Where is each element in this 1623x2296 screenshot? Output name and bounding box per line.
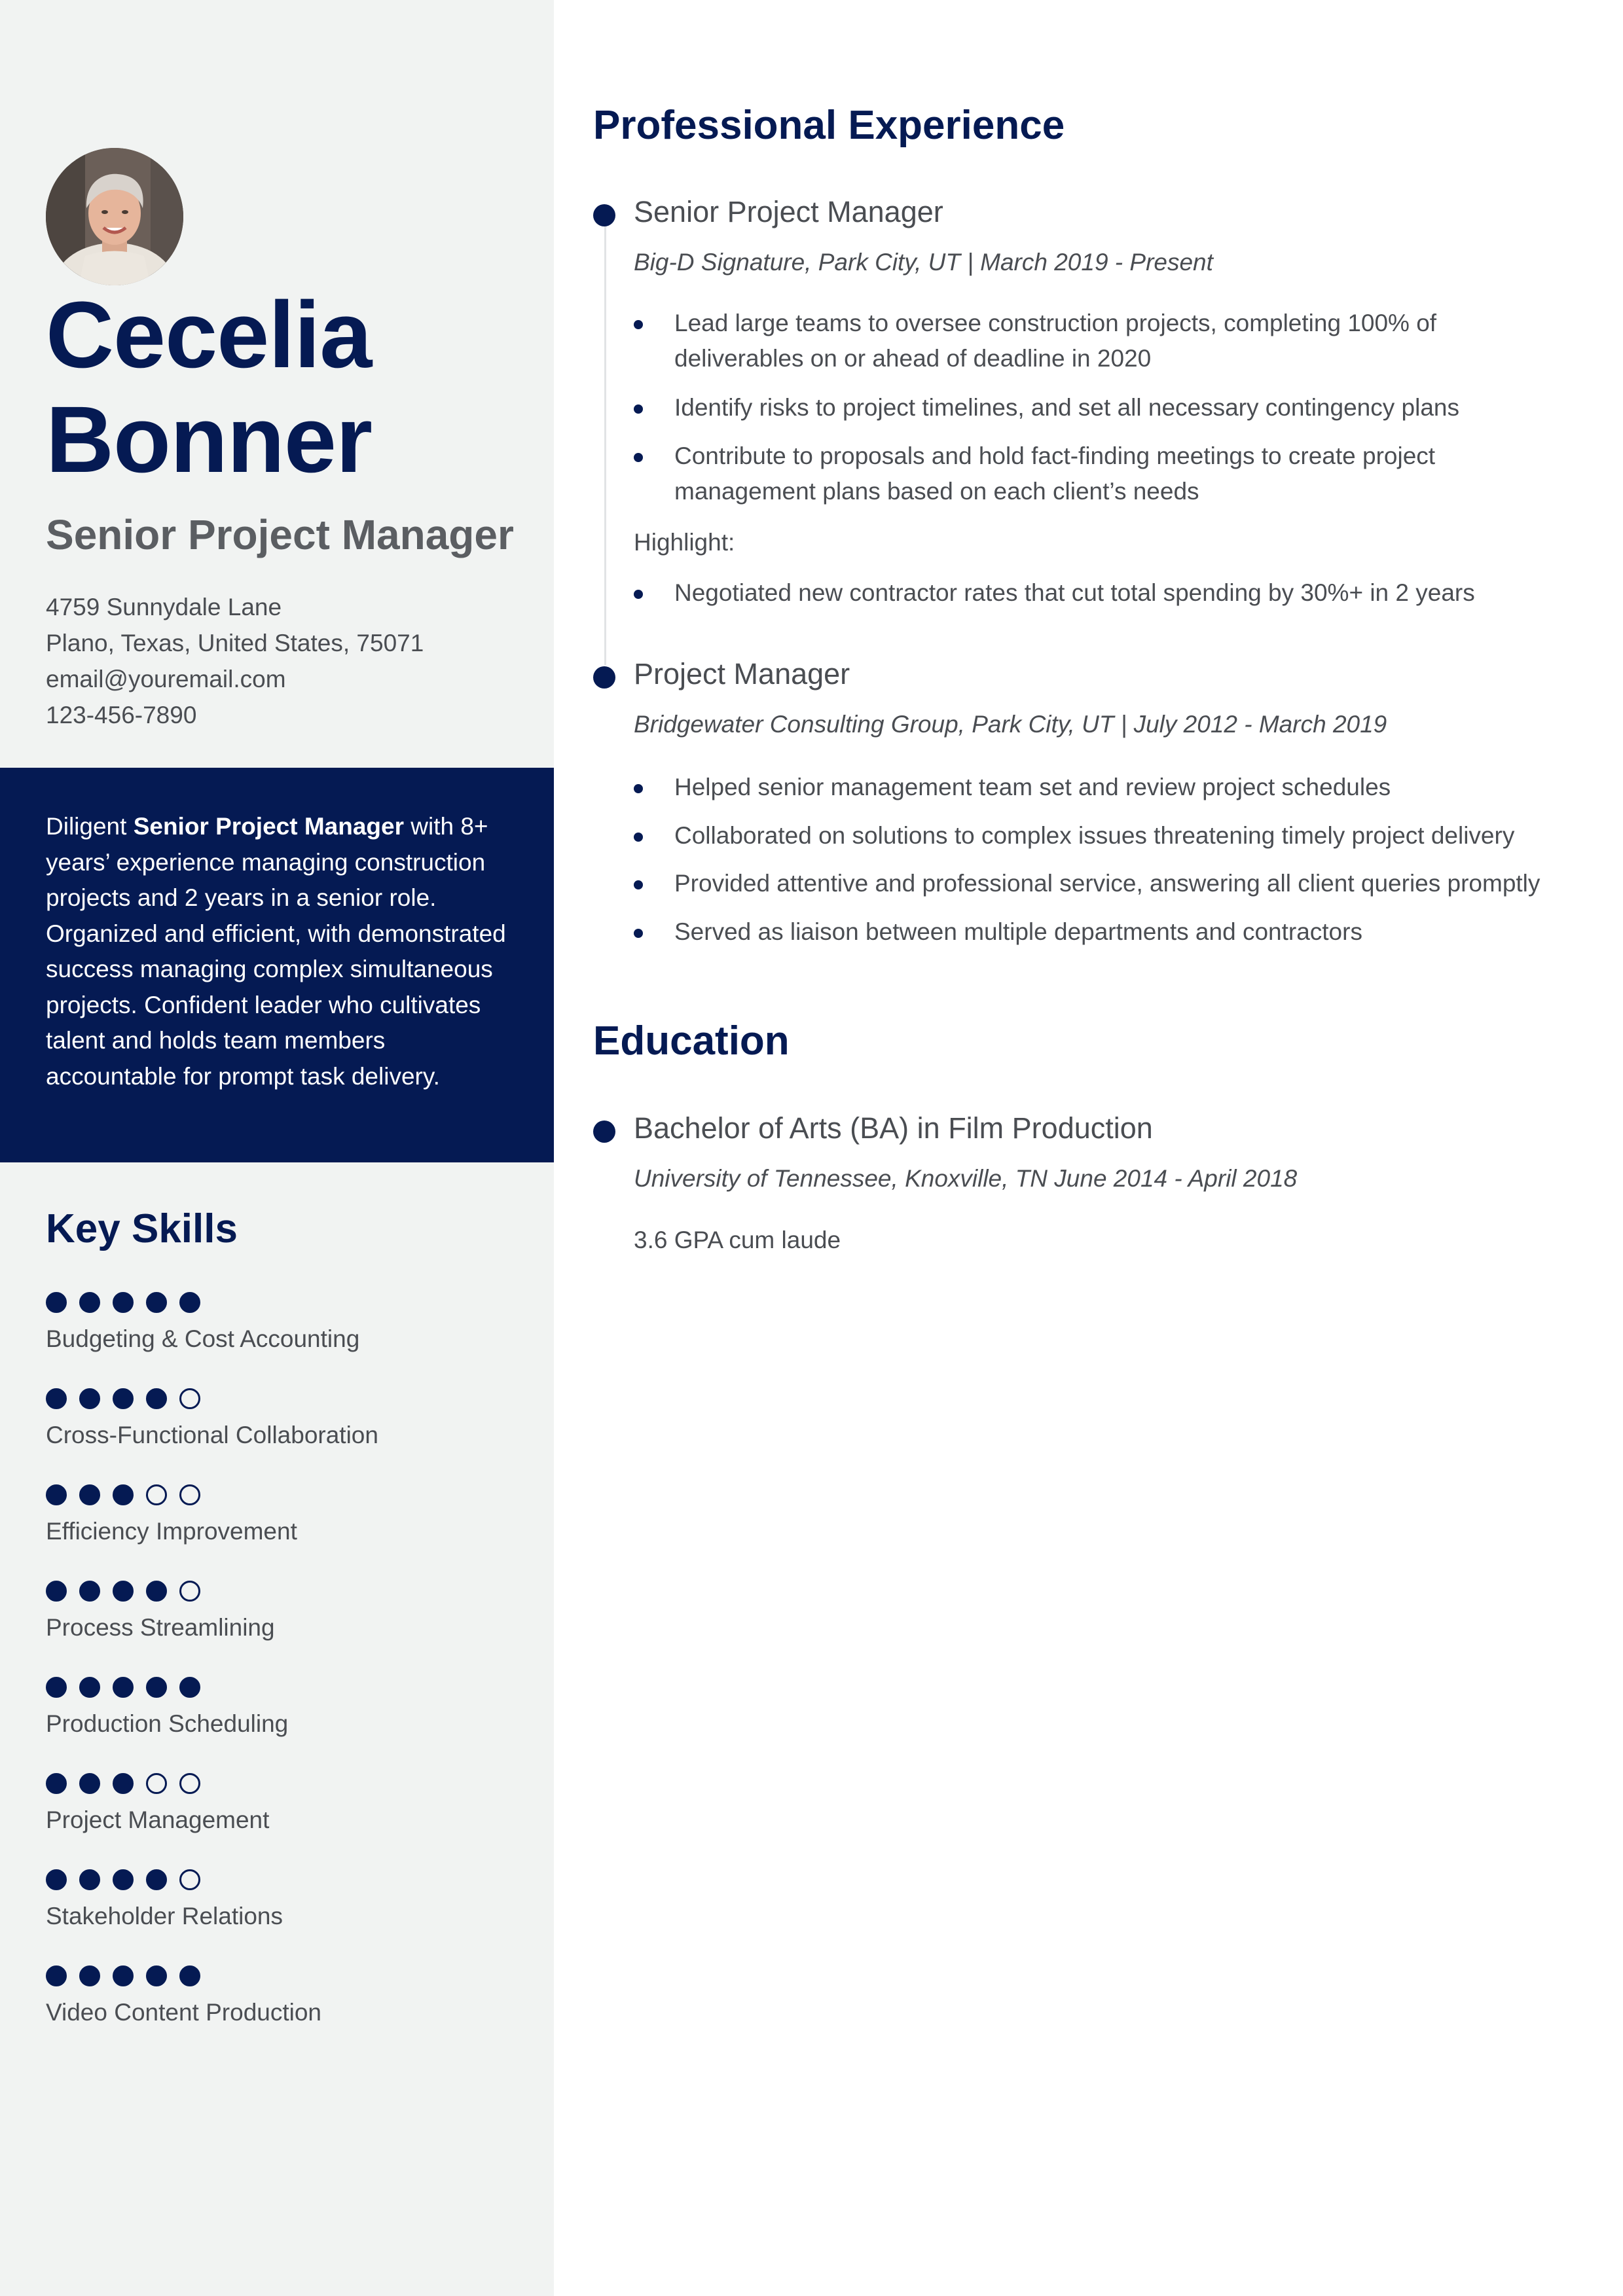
rating-dot-filled xyxy=(79,1581,100,1602)
rating-dot-filled xyxy=(113,1581,134,1602)
summary-text-start: Diligent xyxy=(46,813,134,840)
phone-number: 123-456-7890 xyxy=(46,702,197,728)
rating-dot-filled xyxy=(146,1677,167,1698)
job-title: Senior Project Manager xyxy=(634,195,943,228)
skill-item xyxy=(46,1291,359,1353)
profile-photo-illustration xyxy=(46,148,183,285)
rating-dot-filled xyxy=(146,1581,167,1602)
rating-dot-filled xyxy=(46,1965,67,1986)
rating-dot-filled xyxy=(79,1869,100,1890)
rating-dot-empty xyxy=(146,1484,167,1505)
contact-block xyxy=(46,589,424,733)
rating-dot-filled xyxy=(146,1869,167,1890)
rating-dot-empty xyxy=(146,1773,167,1794)
rating-dot-filled xyxy=(46,1581,67,1602)
rating-dot-filled xyxy=(46,1677,67,1698)
address-line-1: 4759 Sunnydale Lane xyxy=(46,594,282,620)
skill-label: Production Scheduling xyxy=(46,1710,289,1737)
rating-dot-empty xyxy=(179,1869,200,1890)
job-bullet: Served as liaison between multiple departments and contractors xyxy=(674,914,1545,950)
job-bullet: Collaborated on solutions to complex issues threatening timely project delivery xyxy=(674,818,1545,853)
rating-dot-filled xyxy=(79,1965,100,1986)
first-name: Cecelia xyxy=(46,282,372,387)
rating-dot-filled xyxy=(179,1292,200,1313)
professional-summary xyxy=(0,768,554,1162)
rating-dot-filled xyxy=(46,1292,67,1313)
skill-label: Video Content Production xyxy=(46,1999,322,2026)
rating-dot-filled xyxy=(46,1773,67,1794)
degree-title: Bachelor of Arts (BA) in Film Production xyxy=(634,1111,1153,1145)
job-bullet: Provided attentive and professional service, answering all client queries promptly xyxy=(674,866,1545,901)
rating-dot-empty xyxy=(179,1773,200,1794)
rating-dot-filled xyxy=(46,1869,67,1890)
rating-dot-empty xyxy=(179,1484,200,1505)
timeline-marker xyxy=(593,204,615,226)
skill-rating xyxy=(46,1965,321,1987)
timeline-marker xyxy=(593,1121,615,1143)
skill-item xyxy=(46,1580,275,1641)
rating-dot-filled xyxy=(146,1965,167,1986)
job-company-dates: Big-D Signature, Park City, UT | March 2019 - Present xyxy=(634,249,1213,276)
rating-dot-filled xyxy=(79,1292,100,1313)
rating-dot-filled xyxy=(113,1292,134,1313)
skill-rating xyxy=(46,1484,297,1506)
rating-dot-filled xyxy=(113,1677,134,1698)
job-company-dates: Bridgewater Consulting Group, Park City, UT | July 2012 - March 2019 xyxy=(634,711,1387,738)
skill-rating xyxy=(46,1580,275,1602)
skill-item xyxy=(46,1484,297,1545)
rating-dot-filled xyxy=(113,1484,134,1505)
skill-rating xyxy=(46,1291,359,1314)
rating-dot-filled xyxy=(113,1773,134,1794)
school-dates: University of Tennessee, Knoxville, TN June 2014 - April 2018 xyxy=(634,1165,1298,1192)
job-bullet: Contribute to proposals and hold fact-finding meetings to create project management plans based on each client’s needs xyxy=(674,439,1545,509)
summary-text-end: with 8+ years’ experience managing construction projects and 2 years in a senior role. Organized and efficient, with demonstrated success managing complex simultaneous projects. Confident leader who cultivates talent and holds team members accountable for prompt task delivery. xyxy=(46,813,506,1090)
rating-dot-filled xyxy=(113,1869,134,1890)
profile-photo xyxy=(46,148,183,285)
skill-label: Efficiency Improvement xyxy=(46,1518,297,1545)
skills-heading: Key Skills xyxy=(46,1206,238,1251)
sidebar xyxy=(0,0,554,2296)
skill-rating xyxy=(46,1388,378,1410)
candidate-headline: Senior Project Manager xyxy=(46,511,514,558)
skill-item xyxy=(46,1869,283,1930)
skill-label: Process Streamlining xyxy=(46,1614,275,1641)
rating-dot-filled xyxy=(146,1388,167,1409)
rating-dot-filled xyxy=(46,1484,67,1505)
skill-item xyxy=(46,1388,378,1449)
rating-dot-filled xyxy=(79,1484,100,1505)
timeline-marker xyxy=(593,666,615,689)
rating-dot-filled xyxy=(113,1965,134,1986)
rating-dot-filled xyxy=(146,1292,167,1313)
rating-dot-empty xyxy=(179,1581,200,1602)
rating-dot-filled xyxy=(79,1388,100,1409)
highlight-label: Highlight: xyxy=(634,529,735,556)
skill-item xyxy=(46,1772,269,1834)
skill-item xyxy=(46,1965,321,2026)
skill-rating xyxy=(46,1676,288,1698)
last-name: Bonner xyxy=(46,387,372,492)
rating-dot-filled xyxy=(179,1677,200,1698)
job-bullet: Helped senior management team set and review project schedules xyxy=(674,770,1545,805)
rating-dot-filled xyxy=(79,1677,100,1698)
skill-label: Project Management xyxy=(46,1806,270,1833)
skill-rating xyxy=(46,1772,269,1795)
candidate-name xyxy=(46,283,372,492)
job-bullet: Identify risks to project timelines, and set all necessary contingency plans xyxy=(674,390,1545,425)
job-title: Project Manager xyxy=(634,657,850,691)
rating-dot-filled xyxy=(113,1388,134,1409)
rating-dot-empty xyxy=(179,1388,200,1409)
rating-dot-filled xyxy=(79,1773,100,1794)
education-heading: Education xyxy=(593,1018,790,1064)
address-line-2: Plano, Texas, United States, 75071 xyxy=(46,630,424,656)
job-bullet: Lead large teams to oversee construction projects, completing 100% of deliverables on or ahead of deadline in 2020 xyxy=(674,306,1545,376)
skill-rating xyxy=(46,1869,283,1891)
skill-item xyxy=(46,1676,288,1738)
skill-label: Budgeting & Cost Accounting xyxy=(46,1325,360,1352)
experience-heading: Professional Experience xyxy=(593,103,1065,148)
summary-emphasis: Senior Project Manager xyxy=(133,813,404,840)
email-address: email@youremail.com xyxy=(46,666,286,692)
timeline-line xyxy=(604,226,606,665)
rating-dot-filled xyxy=(179,1965,200,1986)
highlight-bullet: Negotiated new contractor rates that cut total spending by 30%+ in 2 years xyxy=(674,575,1545,611)
education-note: 3.6 GPA cum laude xyxy=(634,1227,841,1253)
rating-dot-filled xyxy=(46,1388,67,1409)
skill-label: Cross-Functional Collaboration xyxy=(46,1422,378,1448)
skill-label: Stakeholder Relations xyxy=(46,1903,283,1929)
